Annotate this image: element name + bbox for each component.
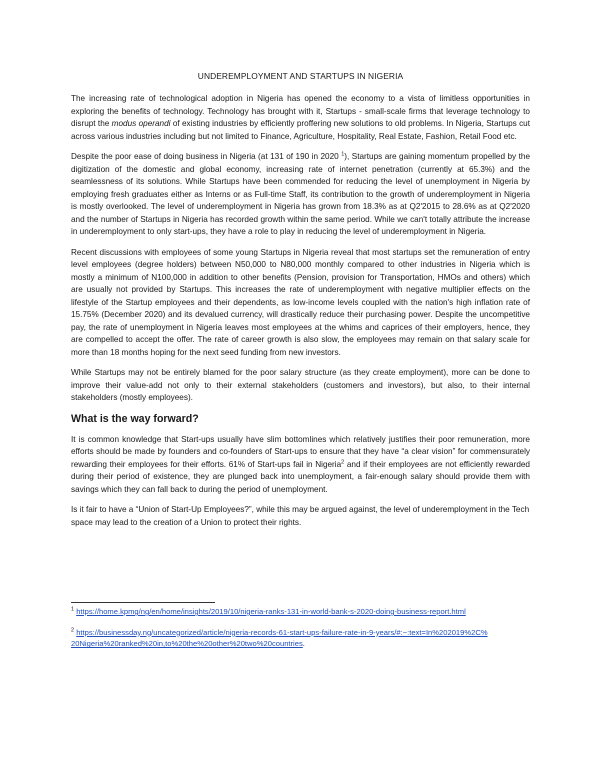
paragraph-union: Is it fair to have a “Union of Start-Up Employees?”, while this may be argued against, the level of underemployment in the Tech space may lead to the creation of a Union to protect their rights. [71,505,530,527]
paragraph-way-forward [71,434,530,497]
footnote-link-1[interactable]: https://home.kpmg/ng/en/home/insights/2019/10/nigeria-ranks-131-in-world-bank-s-2020-doing-business-report.html [76,607,466,616]
footnote-ref-1[interactable]: 1 [341,151,345,158]
paragraph-intro [71,93,530,143]
italic-term: modus operandi [111,119,171,128]
section-heading: What is the way forward? [71,412,199,425]
footnote-number: 2 [71,627,75,634]
footnotes [71,606,491,659]
paragraph-text: ), Startups are gaining momentum propelled by the digitization of the domestic and global economy, increasing rate of internet penetration (currently at 65.3%) and the seamlessness of its solutions. While Startups have been commended for reducing the level of unemployment in Nigeria by employing fresh graduates either as Interns or as Full-time Staff, its contribution to the growth of underemployment in Nigeria is mostly overlooked. The level of underemployment in Nigeria has grown from 18.3% as at Q2'2015 to 28.6% as at Q2'2020 and the number of Startups in Nigeria has recorded growth within the same period. While we can't totally attribute the increase in underemployment to only start-ups, they have a role to play in reducing the level of underemployment in Nigeria. [71,152,530,236]
footnote-number: 1 [71,606,75,613]
paragraph-business-climate [71,151,530,239]
document-body [71,71,530,537]
footnote-1 [71,606,491,618]
footnote-link-2[interactable]: https://businessday.ng/uncategorized/article/nigeria-records-61-start-ups-failure-rate-in-9-years/#:~:text=In%202019%2C%20Nigeria%20ranked%20in,to%20the%20other%20two%20countries [71,627,488,649]
paragraph-remuneration: Recent discussions with employees of some young Startups in Nigeria reveal that most startups set the remuneration of entry level employees (degree holders) between N50,000 to N80,000 monthly compared to other industries in Nigeria which is mostly a minimum of N100,000 in addition to other benefits (Pension, provision for Transportation, HMOs and others) which are usually not provided by Startups. This increases the rate of underemployment with negative multiplier effects on the lifestyle of the Startup employees and their dependents, as low-income levels coupled with the nation's high inflation rate of 15.75% (December 2020) and its devalued currency, will drastically reduce their purchasing power. Despite the uncompetitive pay, the rate of unemployment in Nigeria leaves most employees at the whims and caprices of their employers, hence, they are compelled to accept the offer. The rate of career growth is also slow, the employees may remain on that salary scale for more than 18 months hoping for the next seed funding from new investors. [71,247,530,357]
footnote-ref-2[interactable]: 2 [341,458,345,465]
paragraph-text: of existing industries by efficiently proffering new solutions to old problems. In Nigeria, Startups cut across various industries including but not limited to Finance, Agriculture, Hospitality, Real Estate, Fashion, Retail Food etc. [71,119,530,141]
paragraph-text: and if their employees are not efficiently rewarded during their period of existence, they are plunged back into unemployment, a fair-enough salary should provide them with savings which they can fall back to during the period of unemployment. [71,459,530,494]
page-title: UNDEREMPLOYMENT AND STARTUPS IN NIGERIA [197,71,404,81]
paragraph-text: The increasing rate of technological adoption in Nigeria has opened the economy to a vista of limitless opportunities in exploring the benefits of technology. Technology has brought with it, Startups - small-scale firms that leverage technology to disrupt the [71,94,530,128]
footnote-trailing: . [302,639,305,649]
footnote-divider [71,602,215,603]
footnote-2 [71,627,491,650]
paragraph-text: It is common knowledge that Start-ups usually have slim bottomlines which relatively justifies their poor remuneration, more efforts should be made by founders and co-founders of Start-ups to ensure that they have “a clear vision” for commensurately rewarding their employees for their efforts. 61% of Start-ups fail in Nigeria [71,434,530,469]
paragraph-text: Despite the poor ease of doing business in Nigeria (at 131 of 190 in 2020 [71,152,342,161]
paragraph-salary-structure: While Startups may not be entirely blamed for the poor salary structure (as they create employment), more can be done to improve their value-add not only to their external stakeholders (customers and investors), but also, to their internal stakeholders (mostly employees). [71,368,530,402]
